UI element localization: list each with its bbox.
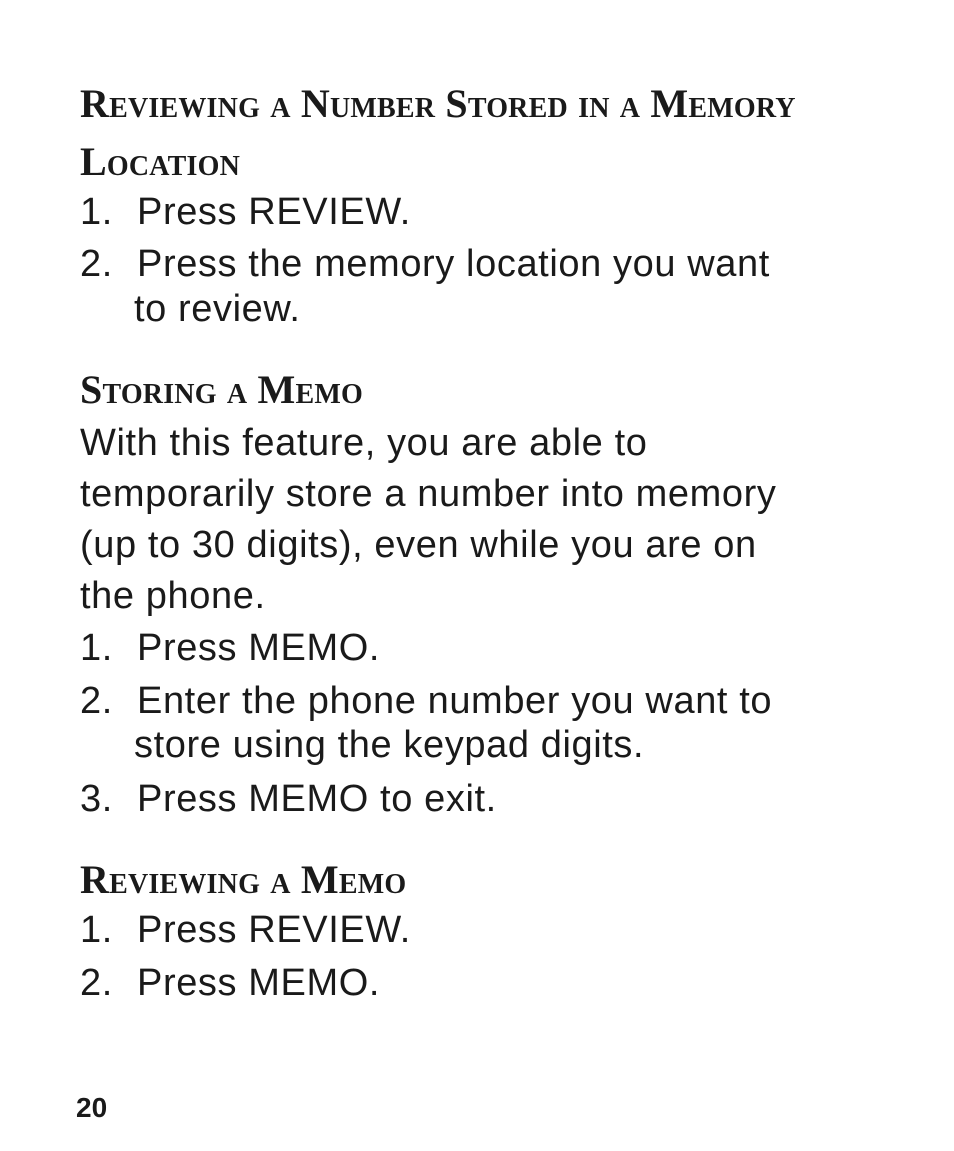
step-item: [80, 193, 411, 231]
section-heading-storing-memo: Storing a Memo: [80, 367, 363, 412]
step-item: [80, 780, 497, 818]
step-text: Press MEMO.: [137, 627, 381, 669]
step-text: Press MEMO.: [137, 962, 381, 1004]
step-number: 3.: [80, 778, 113, 820]
intro-paragraph-line: With this feature, you are able to: [80, 422, 648, 464]
step-number: 1.: [80, 191, 113, 233]
step-item: [80, 911, 411, 949]
section-heading-reviewing-memo: Reviewing a Memo: [80, 857, 407, 902]
step-number: 2.: [80, 680, 113, 722]
step-number: 1.: [80, 627, 113, 669]
step-number: 1.: [80, 909, 113, 951]
intro-paragraph-line: temporarily store a number into memory: [80, 473, 777, 515]
step-text: Press REVIEW.: [137, 909, 411, 951]
intro-paragraph-line: (up to 30 digits), even while you are on: [80, 524, 757, 566]
step-item: [80, 964, 380, 1002]
step-text: Press MEMO to exit.: [137, 778, 497, 820]
step-continuation: to review.: [134, 288, 301, 330]
step-item: [80, 245, 770, 283]
section-heading-reviewing-number: Reviewing a Number Stored in a Memory: [80, 81, 796, 126]
step-continuation: store using the keypad digits.: [134, 724, 645, 766]
step-number: 2.: [80, 962, 113, 1004]
page-number: 20: [76, 1092, 108, 1123]
intro-paragraph-line: the phone.: [80, 575, 266, 617]
step-number: 2.: [80, 243, 113, 285]
step-item: [80, 682, 772, 720]
step-text: Press the memory location you want: [137, 243, 770, 285]
step-text: Enter the phone number you want to: [137, 680, 773, 722]
step-text: Press REVIEW.: [137, 191, 411, 233]
section-heading-reviewing-number-line2: Location: [80, 139, 240, 184]
step-item: [80, 629, 380, 667]
